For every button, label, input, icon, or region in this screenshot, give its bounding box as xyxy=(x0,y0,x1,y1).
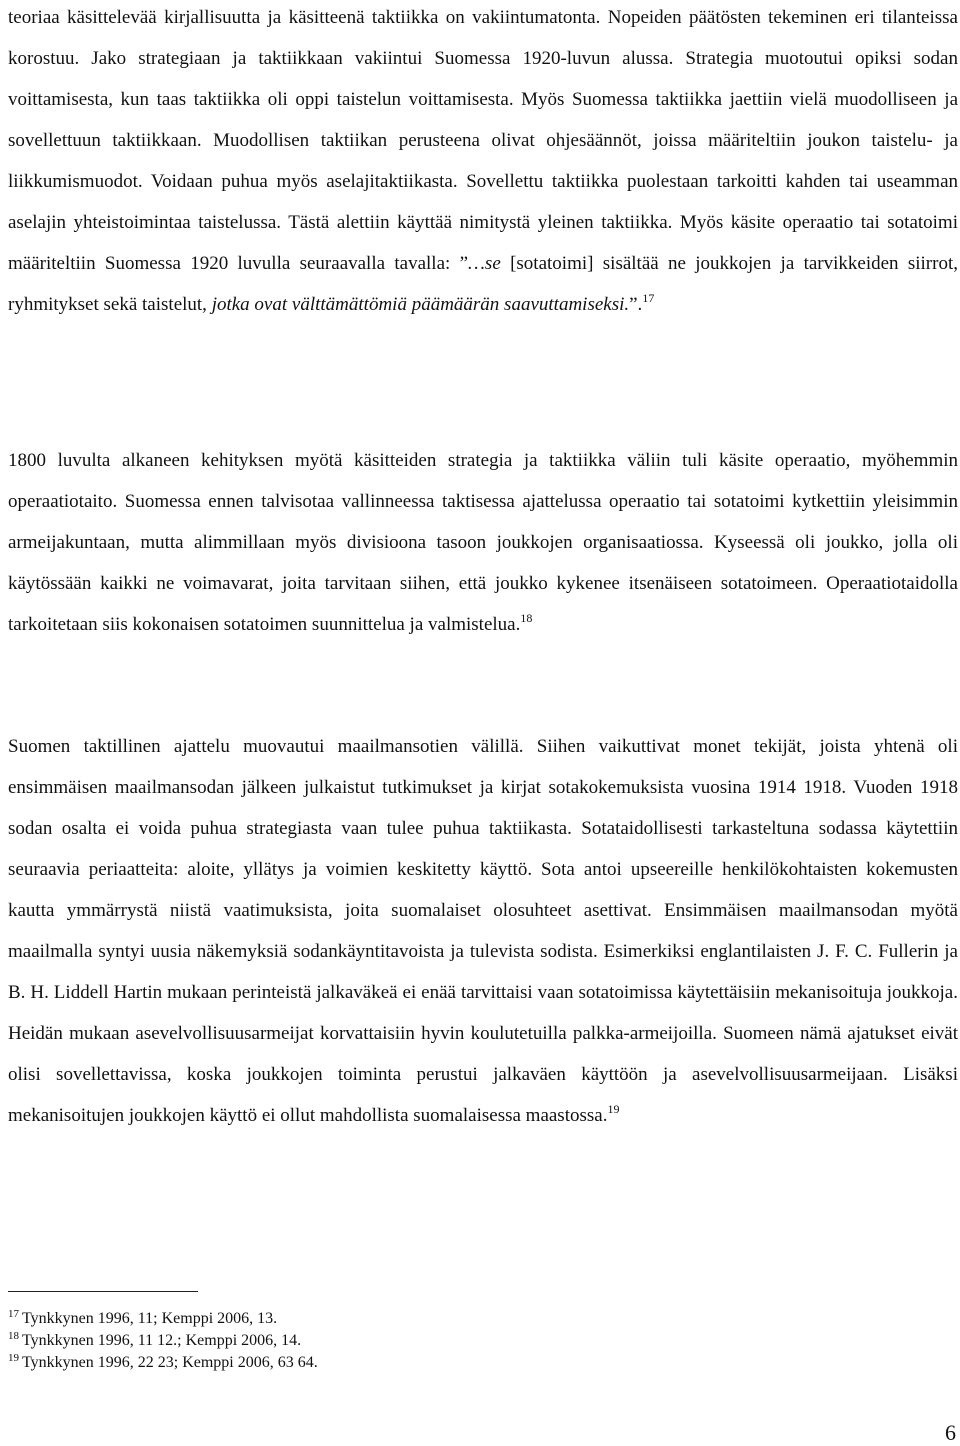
quote-text: [sotatoimi] sisältää ne joukkojen ja tarvikkeiden siirrot, ryhmitykset sekä taistelut, xyxy=(8,253,958,315)
footnotes xyxy=(8,1308,948,1374)
page-number: 6 xyxy=(945,1420,956,1445)
paragraph-2-text: 1800 luvulta alkaneen kehityksen myötä käsitteiden strategia ja taktiikka väliin tuli käsite operaatio, myöhemmin operaatiotaito. Suomessa ennen talvisotaa vallinneessa taktisessa ajattelussa operaatio tai sotatoimi kytkettiin yleisimmin armeijakuntaan, mutta alimmillaan myös divisioona tasoon joukkojen organisaatiossa. Kyseessä oli joukko, jolla oli käytössään kaikki ne voimavarat, joita tarvitaan siihen, että joukko kykenee itsenäiseen sotatoimeen. Operaatiotaidolla tarkoitetaan siis kokonaisen sotatoimen suunnittelua ja valmistelua. xyxy=(8,450,958,635)
footnote-number: 18 xyxy=(8,1330,19,1342)
footnote-18 xyxy=(8,1330,948,1352)
footnote-separator xyxy=(8,1291,198,1292)
footnote-text: Tynkkynen 1996, 11 12.; Kemppi 2006, 14. xyxy=(22,1332,302,1349)
footnote-ref-19: 19 xyxy=(607,1102,620,1116)
quote-opening-emphasis: …se xyxy=(468,253,501,274)
footnote-number: 19 xyxy=(8,1352,19,1364)
footnote-number: 17 xyxy=(8,1308,19,1320)
quote-end: ”. xyxy=(629,294,643,315)
footnote-text: Tynkkynen 1996, 11; Kemppi 2006, 13. xyxy=(22,1310,278,1327)
footnote-text: Tynkkynen 1996, 22 23; Kemppi 2006, 63 64. xyxy=(22,1354,318,1371)
footnote-ref-17: 17 xyxy=(642,291,655,305)
quote-closing-emphasis: jotka ovat välttämättömiä päämäärän saavuttamiseksi. xyxy=(211,294,630,315)
body-paragraph-3 xyxy=(8,726,958,1136)
footnote-19 xyxy=(8,1352,948,1374)
footnote-17 xyxy=(8,1308,948,1330)
footnote-ref-18: 18 xyxy=(520,611,533,625)
body-paragraph-1 xyxy=(8,0,958,325)
paragraph-1-text: teoriaa käsittelevää kirjallisuutta ja käsitteenä taktiikka on vakiintumatonta. Nopeiden päätösten tekeminen eri tilanteissa korostuu. Jako strategiaan ja taktiikkaan vakiintui Suomessa 1920-luvun alussa. Strategia muotoutui opiksi sodan voittamisesta, kun taas taktiikka oli oppi taistelun voittamisesta. Myös Suomessa taktiikka jaettiin vielä muodolliseen ja sovellettuun taktiikkaan. Muodollisen taktiikan perusteena olivat ohjesäännöt, joissa määriteltiin joukon taistelu- ja liikkumismuodot. Voidaan puhua myös aselajitaktiikasta. Sovellettu taktiikka puolestaan tarkoitti kahden tai useamman aselajin yhteistoimintaa taistelussa. Tästä alettiin käyttää nimitystä yleinen taktiikka. Myös käsite operaatio tai sotatoimi määriteltiin Suomessa 1920 luvulla seuraavalla tavalla: ” xyxy=(8,7,958,274)
paragraph-3-text: Suomen taktillinen ajattelu muovautui maailmansotien välillä. Siihen vaikuttivat monet tekijät, joista yhtenä oli ensimmäisen maailmansodan jälkeen julkaistut tutkimukset ja kirjat sotakokemuksista vuosina 1914 1918. Vuoden 1918 sodan osalta ei voida puhua strategiasta vaan tulee puhua taktiikasta. Sotataidollisesti tarkasteltuna sodassa käytettiin seuraavia periaatteita: aloite, yllätys ja voimien keskitetty käyttö. Sota antoi upseereille henkilökohtaisten kokemusten kautta ymmärrystä niistä vaatimuksista, joita suomalaiset olosuhteet asettivat. Ensimmäisen maailmansodan myötä maailmalla syntyi uusia näkemyksiä sodankäyntitavoista ja tulevista sodista. Esimerkiksi englantilaisten J. F. C. Fullerin ja B. H. Liddell Hartin mukaan perinteistä jalkaväkeä ei enää tarvittaisi vaan sotatoimissa käytettäisiin mekanisoituja joukkoja. Heidän mukaan asevelvollisuusarmeijat korvattaisiin hyvin koulutetuilla palkka-armeijoilla. Suomeen nämä ajatukset eivät olisi sovellettavissa, koska joukkojen toiminta perustui jalkaväen käyttöön ja asevelvollisuusarmeijaan. Lisäksi mekanisoitujen joukkojen käyttö ei ollut mahdollista suomalaisessa maastossa. xyxy=(8,736,958,1126)
body-paragraph-2 xyxy=(8,440,958,645)
